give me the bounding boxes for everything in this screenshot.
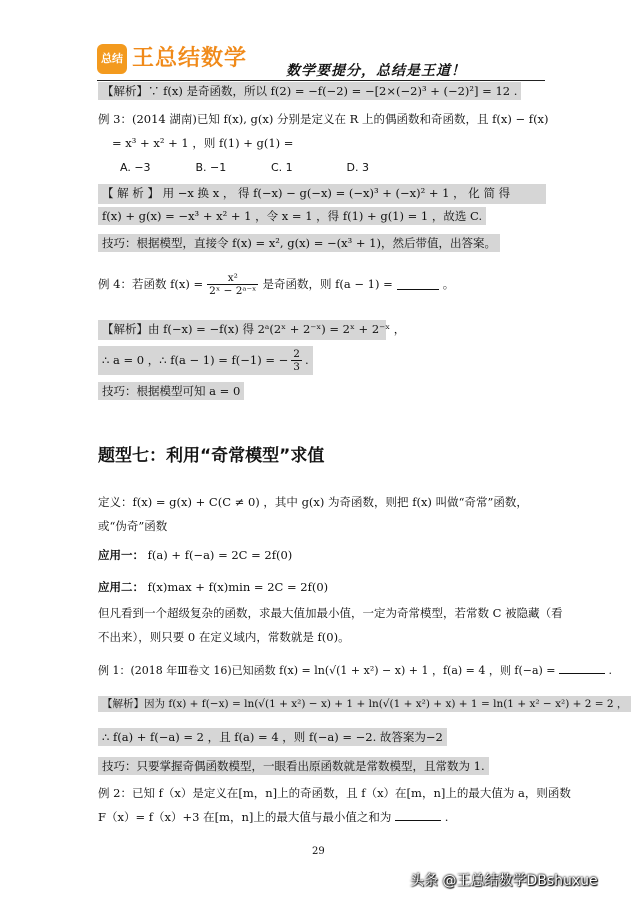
example-2-end: .: [444, 810, 449, 824]
answer-blank: [395, 810, 441, 821]
example-1-text: 例 1：(2018 年Ⅲ卷文 16)已知函数 f(x) = ln(√(1 + x²) − x) + 1 ，f(a) = 4 ，则 f(−a) =: [98, 664, 556, 677]
example-4-fraction: [207, 272, 258, 297]
option-c: C. 1: [271, 161, 293, 174]
application-2-formula: f(x)max + f(x)min = 2C = 2f(0): [147, 580, 329, 594]
note-line1: 但凡看到一个超级复杂的函数，求最大值加最小值，一定为奇常模型，若常数 C 被隐藏（看: [98, 606, 563, 620]
note-line2: 不出来），则只要 0 在定义域内，常数就是 f(0)。: [98, 630, 350, 644]
definition-line1: 定义：f(x) = g(x) + C(C ≠ 0) ，其中 g(x) 为奇函数，则把 f(x) 叫做“奇常”函数，: [98, 495, 528, 509]
brand-logo: 总结: [97, 44, 127, 74]
example-4-end: 。: [442, 276, 455, 291]
header-divider: [97, 80, 545, 81]
analysis-4-prefix: ∴ a = 0 ，∴ f(a − 1) = f(−1) = −: [102, 352, 289, 367]
page-number: 29: [312, 846, 325, 857]
source-watermark: 头条 @王总结数学DBshuxue: [410, 873, 598, 889]
answer-blank: [559, 663, 605, 674]
analysis-example-2: 【解析】∵ f(x) 是奇函数，所以 f(2) = −f(−2) = −[2×(−2)³ + (−2)²] = 12 .: [98, 82, 521, 100]
definition-line2: 或“伪奇”函数: [98, 519, 168, 533]
example-3-statement: 例 3：(2014 湖南)已知 f(x), g(x) 分别是定义在 R 上的偶函数和奇函数，且 f(x) − f(x): [98, 112, 549, 126]
fraction-numerator: x²: [207, 272, 258, 285]
header-slogan: 数学要提分，总结是王道！: [286, 63, 466, 79]
brand-name: 王总结数学: [132, 46, 248, 71]
application-2: [98, 580, 328, 596]
example-2-text: F（x）= f（x）+3 在[m，n]上的最大值与最小值之和为: [98, 810, 392, 824]
tip-example-3: 技巧：根据模型，直接令 f(x) = x², g(x) = −(x³ + 1)，然后带值，出答案。: [98, 234, 500, 252]
example-2-line1: 例 2：已知 f（x）是定义在[m，n]上的奇函数，且 f（x）在[m，n]上的最大值为 a，则函数: [98, 786, 571, 800]
example-4-suffix: 是奇函数，则 f(a − 1) =: [262, 276, 393, 291]
analysis-example-4-line2: [98, 346, 313, 375]
tip-example-1: 技巧：只要掌握奇偶函数模型，一眼看出原函数就是常数模型，且常数为 1.: [98, 757, 489, 775]
analysis-4-end: .: [304, 352, 309, 367]
analysis-example-3-line1: 【 解 析 】 用 −x 换 x ， 得 f(−x) − g(−x) = (−x)³ + (−x)² + 1 ， 化 简 得: [98, 184, 546, 204]
example-4-statement: [98, 272, 454, 297]
fraction-numerator: 2: [293, 348, 300, 360]
example-1-statement: [98, 663, 612, 679]
fraction-denominator: 2ˣ − 2ᵃ⁻ˣ: [209, 285, 257, 298]
application-1-label: 应用一：: [98, 548, 144, 562]
option-d: D. 3: [346, 161, 369, 174]
tip-example-4: 技巧：根据模型可知 a = 0: [98, 382, 244, 400]
example-1-end: .: [608, 664, 613, 677]
example-2-line2: [98, 810, 448, 826]
option-b: B. −1: [195, 161, 227, 174]
analysis-example-1-line2: ∴ f(a) + f(−a) = 2 ，且 f(a) = 4 ，则 f(−a) = −2. 故答案为−2: [98, 728, 447, 746]
analysis-example-3-line2: f(x) + g(x) = −x³ + x² + 1 ，令 x = 1 ，得 f(1) + g(1) = 1 ，故选 C.: [98, 207, 486, 225]
analysis-example-1-line1: 【解析】因为 f(x) + f(−x) = ln(√(1 + x²) − x) + 1 + ln(√(1 + x²) + x) + 1 = ln(1 + x² − x²) + 2 = 2 ，: [98, 696, 631, 712]
application-1: [98, 548, 292, 564]
section-title: 题型七：利用“奇常模型”求值: [98, 446, 325, 466]
example-3-options: [120, 161, 369, 176]
application-1-formula: f(a) + f(−a) = 2C = 2f(0): [147, 548, 293, 562]
answer-blank: [397, 279, 439, 290]
example-3-statement-cont: = x³ + x² + 1 ，则 f(1) + g(1) =: [112, 136, 294, 150]
option-a: A. −3: [120, 161, 151, 174]
application-2-label: 应用二：: [98, 580, 144, 594]
example-4-prefix: 例 4：若函数 f(x) =: [98, 276, 204, 291]
analysis-example-4-line1: 【解析】由 f(−x) = −f(x) 得 2ᵃ(2ˣ + 2⁻ˣ) = 2ˣ + 2⁻ˣ ，: [98, 320, 386, 340]
fraction-denominator: 3: [293, 361, 300, 374]
analysis-4-fraction: [291, 348, 302, 373]
